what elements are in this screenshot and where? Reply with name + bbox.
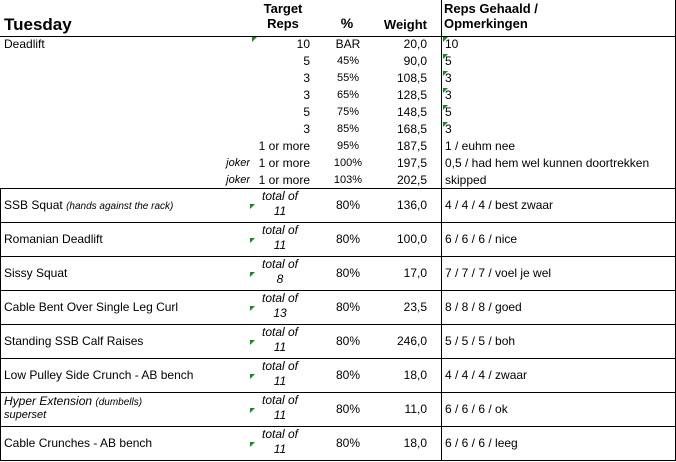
exercise-target-reps-line1[interactable]: total of [261,223,299,237]
set-percent[interactable]: 95% [336,140,360,152]
set-weight[interactable]: 187,5 [396,139,427,153]
exercise-name[interactable] [4,197,240,215]
exercise-reps-done[interactable]: 6 / 6 / 6 / leeg [445,436,518,450]
exercise-target-reps-line2[interactable]: 11 [273,374,287,388]
exercise-name-text: Hyper Extension [4,394,93,408]
comment-marker-icon [250,408,255,413]
exercise-reps-done[interactable]: 8 / 8 / 8 / goed [445,300,522,314]
grid-line [441,0,442,461]
exercise-percent[interactable]: 80% [335,232,361,246]
exercise-weight[interactable]: 246,0 [396,334,427,348]
exercise-target-reps-line2[interactable]: 11 [273,340,287,354]
exercise-name[interactable] [4,435,240,452]
exercise-percent[interactable]: 80% [335,266,361,280]
set-percent[interactable]: 65% [336,89,360,101]
exercise-target-reps-line1[interactable]: total of [261,427,299,441]
set-target-reps[interactable]: 5 [303,105,310,119]
exercise-name-text: Low Pulley Side Crunch - AB bench [4,368,194,382]
exercise-percent[interactable]: 80% [335,334,361,348]
exercise-name-text: Sissy Squat [4,266,68,280]
grid-line [0,188,1,461]
set-reps-done[interactable]: 3 [445,88,452,102]
comment-marker-icon [250,204,255,209]
set-weight[interactable]: 20,0 [403,37,427,51]
exercise-weight[interactable]: 23,5 [403,300,427,314]
grid-line [0,222,676,223]
comment-marker-icon [250,374,255,379]
reps-done-header-line2[interactable]: Opmerkingen [444,16,528,31]
comment-marker-icon [443,37,448,42]
grid-line [0,460,676,461]
exercise-name-deadlift[interactable]: Deadlift [4,37,45,51]
exercise-percent[interactable]: 80% [335,300,361,314]
grid-line [0,324,676,325]
exercise-percent[interactable]: 80% [335,436,361,450]
exercise-name-text: Standing SSB Calf Raises [4,334,144,348]
set-target-reps[interactable]: 1 or more [258,173,310,187]
comment-marker-icon [250,442,255,447]
exercise-weight[interactable]: 18,0 [403,368,427,382]
set-weight[interactable]: 128,5 [396,88,427,102]
set-weight[interactable]: 90,0 [403,54,427,68]
set-percent[interactable]: 75% [336,106,360,118]
exercise-target-reps-line1[interactable]: total of [261,291,299,305]
set-weight[interactable]: 148,5 [396,105,427,119]
exercise-percent[interactable]: 80% [335,368,361,382]
exercise-reps-done[interactable]: 4 / 4 / 4 / best zwaar [445,198,554,212]
comment-marker-icon [250,340,255,345]
exercise-name-text: Cable Crunches - AB bench [4,436,153,450]
set-reps-done[interactable]: 0,5 / had hem wel kunnen doortrekken [445,156,650,170]
comment-marker-icon [250,306,255,311]
exercise-reps-done[interactable]: 6 / 6 / 6 / nice [445,232,518,246]
exercise-reps-done[interactable]: 5 / 5 / 5 / boh [445,334,516,348]
comment-marker-icon [250,272,255,277]
set-reps-done[interactable]: 3 [445,122,452,136]
comment-marker-icon [252,37,257,42]
set-percent[interactable]: BAR [335,37,361,51]
comment-marker-icon [443,71,448,76]
exercise-weight[interactable]: 136,0 [396,198,427,212]
set-target-reps[interactable]: 3 [303,88,310,102]
set-reps-done[interactable]: 3 [445,71,452,85]
set-target-reps[interactable]: 10 [296,37,310,51]
exercise-target-reps-line1[interactable]: total of [261,189,299,203]
target-reps-header-line2[interactable]: Reps [267,16,299,31]
grid-line [0,256,676,257]
exercise-target-reps-line2[interactable]: 13 [273,306,287,320]
exercise-percent[interactable]: 80% [335,198,361,212]
comment-marker-icon [250,238,255,243]
exercise-name[interactable] [4,265,240,282]
exercise-note: (dumbells) [95,397,143,408]
exercise-target-reps-line2[interactable]: 11 [273,238,287,252]
set-weight[interactable]: 108,5 [396,71,427,85]
exercise-note: (hands against the rack) [66,201,174,212]
comment-marker-icon [443,88,448,93]
day-title[interactable]: Tuesday [4,15,72,34]
set-percent[interactable]: 85% [336,123,360,135]
exercise-target-reps-line2[interactable]: 11 [273,204,287,218]
exercise-name-text: Romanian Deadlift [4,232,103,246]
set-weight[interactable]: 202,5 [396,173,427,187]
exercise-name[interactable] [4,299,240,316]
set-prefix[interactable]: joker [226,157,250,169]
exercise-target-reps-line2[interactable]: 11 [273,408,287,422]
set-target-reps[interactable]: 1 or more [258,156,310,170]
exercise-percent[interactable]: 80% [335,402,361,416]
reps-done-header-line1[interactable]: Reps Gehaald / [444,1,538,16]
set-reps-done[interactable]: 1 / euhm nee [445,139,516,153]
exercise-weight[interactable]: 100,0 [396,232,427,246]
set-percent[interactable]: 45% [336,55,360,67]
exercise-weight[interactable]: 11,0 [404,402,427,416]
exercise-name-text: Cable Bent Over Single Leg Curl [4,300,179,314]
exercise-weight[interactable]: 17,0 [403,266,427,280]
set-percent[interactable]: 55% [336,72,360,84]
exercise-target-reps-line1[interactable]: total of [261,257,299,271]
exercise-name[interactable] [4,231,240,248]
set-reps-done[interactable]: skipped [445,173,487,187]
comment-marker-icon [443,122,448,127]
exercise-reps-done[interactable]: 4 / 4 / 4 / zwaar [445,368,528,382]
weight-header[interactable]: Weight [383,17,427,32]
set-reps-done[interactable]: 5 [445,54,452,68]
exercise-target-reps-line2[interactable]: 8 [276,272,284,286]
set-target-reps[interactable]: 1 or more [258,139,310,153]
target-reps-header-line1[interactable]: Target [263,1,303,16]
comment-marker-icon [443,105,448,110]
exercise-target-reps-line2[interactable]: 11 [273,442,287,456]
exercise-target-reps-line1[interactable]: total of [261,325,299,339]
comment-marker-icon [443,54,448,59]
percent-header[interactable]: % [340,15,354,31]
set-target-reps[interactable]: 5 [303,54,310,68]
exercise-name-text: SSB Squat [4,198,63,212]
set-percent[interactable]: 100% [333,157,363,169]
grid-line [0,358,676,359]
set-target-reps[interactable]: 3 [303,71,310,85]
exercise-name[interactable] [4,333,240,350]
set-prefix[interactable]: joker [226,174,250,186]
exercise-weight[interactable]: 18,0 [403,436,427,450]
set-reps-done[interactable]: 5 [445,105,452,119]
exercise-target-reps-line1[interactable]: total of [261,359,299,373]
grid-line [0,290,676,291]
exercise-target-reps-line1[interactable]: total of [261,393,299,407]
grid-line [0,426,676,427]
exercise-name[interactable] [4,367,240,384]
set-weight[interactable]: 168,5 [396,122,427,136]
set-weight[interactable]: 197,5 [396,156,427,170]
exercise-name-line2[interactable]: superset [4,409,47,421]
set-reps-done[interactable]: 10 [445,37,459,51]
exercise-reps-done[interactable]: 6 / 6 / 6 / ok [445,402,508,416]
exercise-reps-done[interactable]: 7 / 7 / 7 / voel je wel [445,266,552,280]
set-target-reps[interactable]: 3 [303,122,310,136]
set-percent[interactable]: 103% [333,174,363,186]
